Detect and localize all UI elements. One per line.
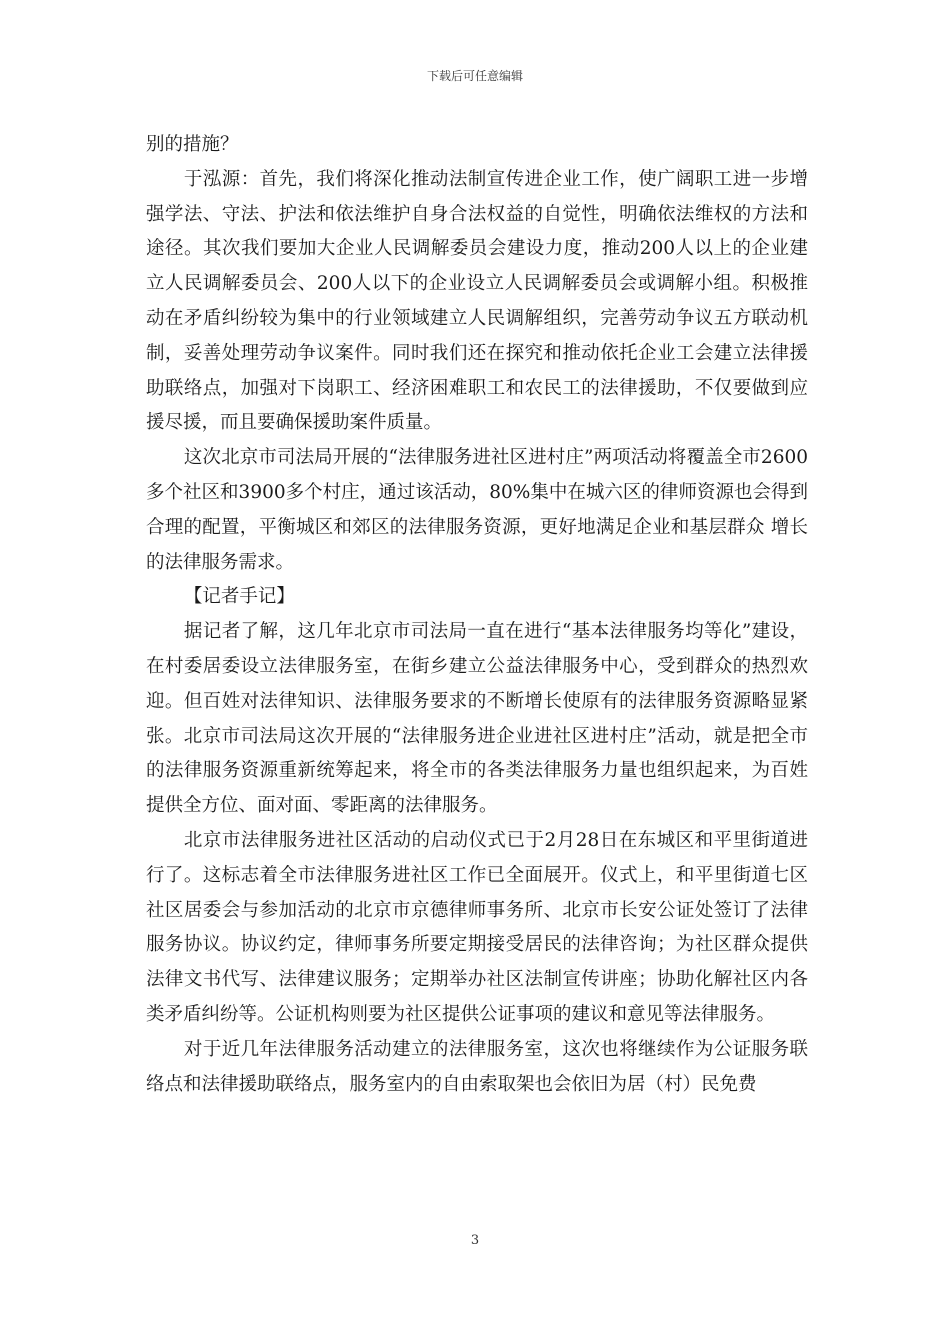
paragraph-4: 据记者了解，这几年北京市司法局一直在进行“基本法律服务均等化”建设，在村委居委设立法律服务室，在街乡建立公益法律服务中心，受到群众的热烈欢迎。但百姓对法律知识、法律服务要求的不断增长使原有的法律服务资源略显紧张。北京市司法局这次开展的“法律服务进企业进社区进村庄”活动，就是把全市的法律服务资源重新统筹起来，将全市的各类法律服务力量也组织起来，为百姓提供全方位、面对面、零距离的法律服务。	[146, 621, 808, 817]
paragraph-6: 对于近几年法律服务活动建立的法律服务室，这次也将继续作为公证服务联络点和法律援助联络点，服务室内的自由索取架也会依旧为居（村）民免费	[146, 1038, 808, 1095]
paragraph-3: 这次北京市司法局开展的“法律服务进社区进村庄”两项活动将覆盖全市2600多个社区和3900多个村庄，通过该活动，80%集中在城六区的律师资源也会得到合理的配置，平衡城区和郊区的法律服务资源，更好地满足企业和基层群众 增长的法律服务需求。	[146, 447, 808, 573]
section-heading-reporter-notes: 【记者手记】	[183, 586, 295, 608]
page-header: 下载后可任意编辑	[426, 69, 523, 83]
document-body	[146, 128, 808, 1102]
paragraph-2: 于泓源：首先，我们将深化推动法制宣传进企业工作，使广阔职工进一步增强学法、守法、护法和依法维护自身合法权益的自觉性，明确依法维权的方法和途径。其次我们要加大企业人民调解委员会建设力度，推动200人以上的企业建立人民调解委员会、200人以下的企业设立人民调解委员会或调解小组。积极推动在矛盾纠纷较为集中的行业领域建立人民调解组织，完善劳动争议五方联动机制，妥善处理劳动争议案件。同时我们还在探究和推动依托企业工会建立法律援助联络点，加强对下岗职工、经济困难职工和农民工的法律援助，不仅要做到应援尽援，而且要确保援助案件质量。	[146, 168, 808, 434]
paragraph-1: 别的措施？	[146, 134, 239, 155]
paragraph-5: 北京市法律服务进社区活动的启动仪式已于2月28日在东城区和平里街道进行了。这标志着全市法律服务进社区工作已全面展开。仪式上，和平里街道七区社区居委会与参加活动的北京市京德律师事务所、北京市长安公证处签订了法律服务协议。协议约定，律师事务所要定期接受居民的法律咨询；为社区群众提供法律文书代写、法律建议服务；定期举办社区法制宣传讲座；协助化解社区内各类矛盾纠纷等。公证机构则要为社区提供公证事项的建议和意见等法律服务。	[146, 829, 808, 1025]
page-number: 3	[470, 1233, 480, 1248]
